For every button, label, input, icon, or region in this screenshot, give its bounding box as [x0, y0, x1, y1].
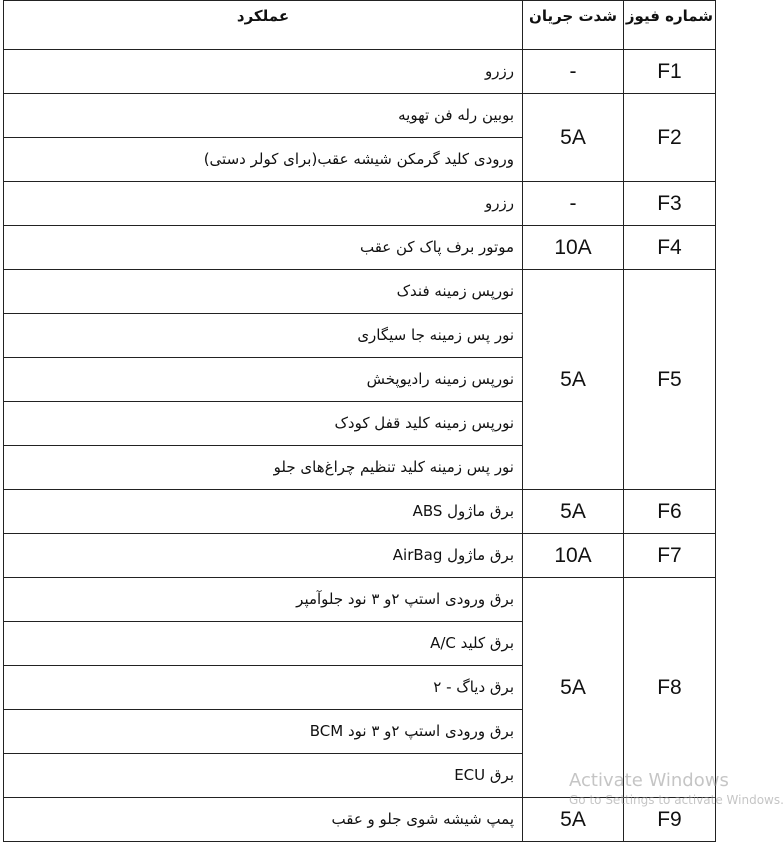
function-line: نورپس زمینه فندک — [396, 282, 514, 300]
function-cell — [4, 226, 523, 270]
function-cell — [4, 798, 523, 842]
fuse-table-container — [3, 0, 716, 831]
table-row — [4, 534, 716, 578]
fuse-number-cell: F8 — [624, 578, 716, 798]
function-line: نور پس زمینه جا سیگاری — [4, 313, 522, 357]
current-cell: 5A — [523, 94, 624, 182]
function-line: برق کلید A/C — [4, 621, 522, 665]
function-cell — [4, 50, 523, 94]
fuse-number-cell: F2 — [624, 94, 716, 182]
fuse-number-cell: F1 — [624, 50, 716, 94]
function-line: نور پس زمینه کلید تنظیم چراغ‌های جلو — [4, 445, 522, 489]
function-cell — [4, 534, 523, 578]
current-cell: 5A — [523, 270, 624, 490]
fuse-number-cell: F5 — [624, 270, 716, 490]
header-current: شدت جریان — [523, 1, 624, 50]
table-header-row — [4, 1, 716, 50]
function-cell — [4, 94, 523, 182]
current-cell: 10A — [523, 226, 624, 270]
watermark-title: Activate Windows — [569, 770, 729, 791]
table-row — [4, 490, 716, 534]
fuse-number-cell: F7 — [624, 534, 716, 578]
watermark-subtitle: Go to Settings to activate Windows. — [569, 793, 784, 807]
current-cell: 10A — [523, 534, 624, 578]
fuse-table — [3, 0, 716, 842]
function-line: نورپس زمینه رادیوپخش — [4, 357, 522, 401]
current-cell: - — [523, 50, 624, 94]
function-line: موتور برف پاک کن عقب — [359, 238, 514, 256]
function-line: برق ECU — [4, 753, 522, 797]
current-cell: 5A — [523, 798, 624, 842]
table-row — [4, 50, 716, 94]
function-cell — [4, 578, 523, 798]
function-line: پمپ شیشه شوی جلو و عقب — [331, 810, 514, 828]
current-cell: 5A — [523, 490, 624, 534]
fuse-number-cell: F9 — [624, 798, 716, 842]
function-line: رزرو — [485, 194, 514, 212]
current-cell: 5A — [523, 578, 624, 798]
function-line: برق دیاگ - ۲ — [4, 665, 522, 709]
function-cell — [4, 182, 523, 226]
table-row — [4, 182, 716, 226]
header-fuse-number: شماره فیوز — [624, 1, 716, 50]
header-function: عملکرد — [4, 1, 523, 50]
function-cell — [4, 490, 523, 534]
fuse-number-cell: F3 — [624, 182, 716, 226]
table-row — [4, 798, 716, 842]
function-cell — [4, 270, 523, 490]
table-row — [4, 94, 716, 182]
function-line: رزرو — [485, 62, 514, 80]
function-line: نورپس زمینه کلید قفل کودک — [4, 401, 522, 445]
function-line: برق ماژول ABS — [412, 502, 514, 520]
fuse-number-cell: F6 — [624, 490, 716, 534]
function-line: برق ورودی استپ ۲و ۳ نود BCM — [4, 709, 522, 753]
table-row — [4, 270, 716, 490]
function-line: ورودی کلید گرمکن شیشه عقب(برای کولر دستی) — [4, 137, 522, 181]
function-line: بوبین رله فن تهویه — [398, 106, 514, 124]
fuse-number-cell: F4 — [624, 226, 716, 270]
table-row — [4, 578, 716, 798]
function-line: برق ماژول AirBag — [392, 546, 514, 564]
fuse-table-body — [4, 50, 716, 842]
current-cell: - — [523, 182, 624, 226]
table-row — [4, 226, 716, 270]
function-line: برق ورودی استپ ۲و ۳ نود جلوآمپر — [296, 590, 514, 608]
